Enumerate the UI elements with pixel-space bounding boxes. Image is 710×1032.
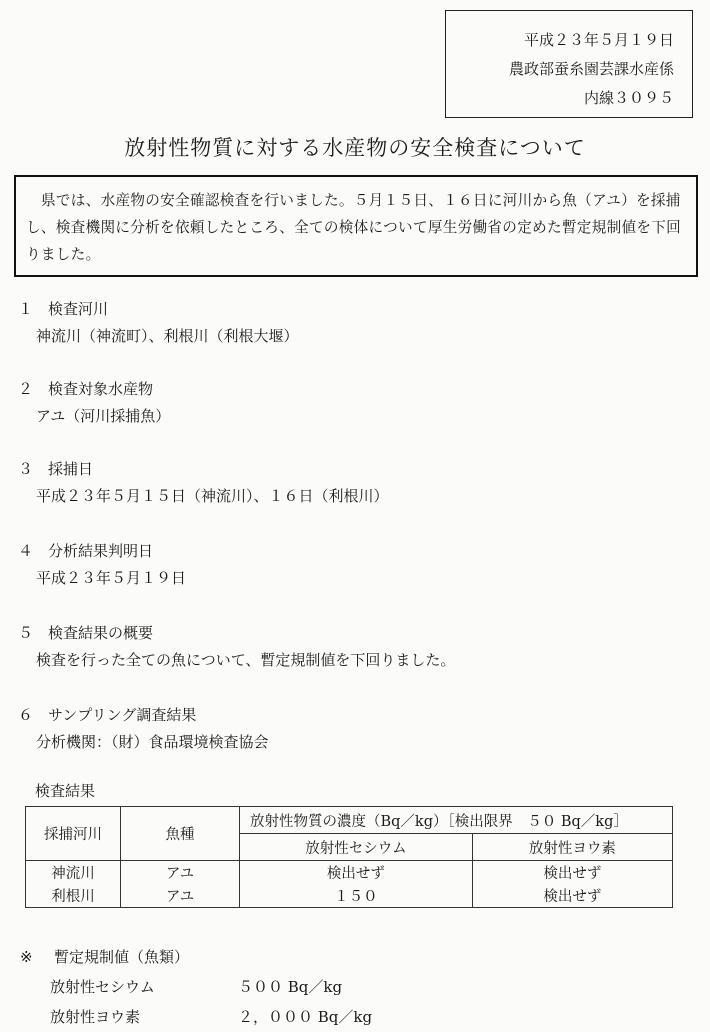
section-heading: 採捕日 [48,460,94,478]
section-target-product [18,376,170,430]
section-number: ２ [18,380,34,398]
section-number: ３ [18,460,34,478]
issue-date: 平成２３年５月１９日 [523,31,674,49]
section-heading: 検査対象水産物 [48,380,154,398]
section-body: 分析機関：（財）食品環境検査協会 [36,733,269,751]
department: 農政部蚕糸園芸課水産係 [508,60,674,78]
section-number: ５ [18,624,34,642]
col-fish: 魚種 [121,807,240,861]
summary-box: 県では、水産物の安全確認検査を行いました。５月１５日、１６日に河川から魚（アユ）を採捕し、検査機関に分析を依頼したところ、全ての検体について厚生労働省の定めた暫定規制値を下回りました。 [14,175,698,277]
section-capture-date [18,456,389,510]
note-item-value: ２，０００ Bq／kg [238,1008,373,1026]
results-label: 検査結果 [35,782,96,800]
cell-cesium: １５０ [240,884,473,908]
section-body: アユ（河川採捕魚） [36,407,171,425]
cell-fish: アユ [121,884,240,908]
section-sampling-results [18,702,269,756]
col-cesium: 放射性セシウム [240,834,473,861]
note-item [20,972,372,1002]
note-title: 暫定規制値（魚類） [54,948,190,966]
note-item-label: 放射性セシウム [50,978,155,996]
cell-river: 利根川 [26,884,121,908]
section-body: 平成２３年５月１５日（神流川）、１６日（利根川） [36,487,389,505]
section-heading: 検査結果の概要 [48,624,154,642]
note-mark: ※ [20,948,33,966]
section-inspected-rivers [18,296,299,350]
section-number: １ [18,300,34,318]
section-heading: 検査河川 [48,300,109,318]
extension-number: 内線３０９５ [583,89,674,107]
document-title: 放射性物質に対する水産物の安全検査について [124,136,586,160]
regulation-note [20,942,372,1032]
cell-iodine: 検出せず [472,861,672,885]
cell-cesium: 検出せず [240,861,473,885]
col-iodine: 放射性ヨウ素 [472,834,672,861]
cell-river: 神流川 [26,861,121,885]
cell-iodine: 検出せず [472,884,672,908]
table-row [26,884,673,908]
section-heading: サンプリング調査結果 [48,706,197,724]
section-number: ４ [18,542,34,560]
results-table [25,806,673,908]
section-heading: 分析結果判明日 [48,542,154,560]
section-body: 神流川（神流町）、利根川（利根大堰） [36,327,299,345]
table-row [26,861,673,885]
section-body: 平成２３年５月１９日 [36,569,187,587]
section-result-date [18,538,186,592]
note-item-value: ５００ Bq／kg [238,978,343,996]
note-item [20,1002,372,1032]
section-result-summary [18,620,455,674]
cell-fish: アユ [121,861,240,885]
header-box [445,10,693,118]
col-river: 採捕河川 [26,807,121,861]
col-concentration: 放射性物質の濃度（Bq／kg）［検出限界 ５０ Bq／kg］ [240,807,673,834]
section-number: ６ [18,706,34,724]
section-body: 検査を行った全ての魚について、暫定規制値を下回りました。 [36,651,456,669]
note-item-label: 放射性ヨウ素 [50,1008,141,1026]
